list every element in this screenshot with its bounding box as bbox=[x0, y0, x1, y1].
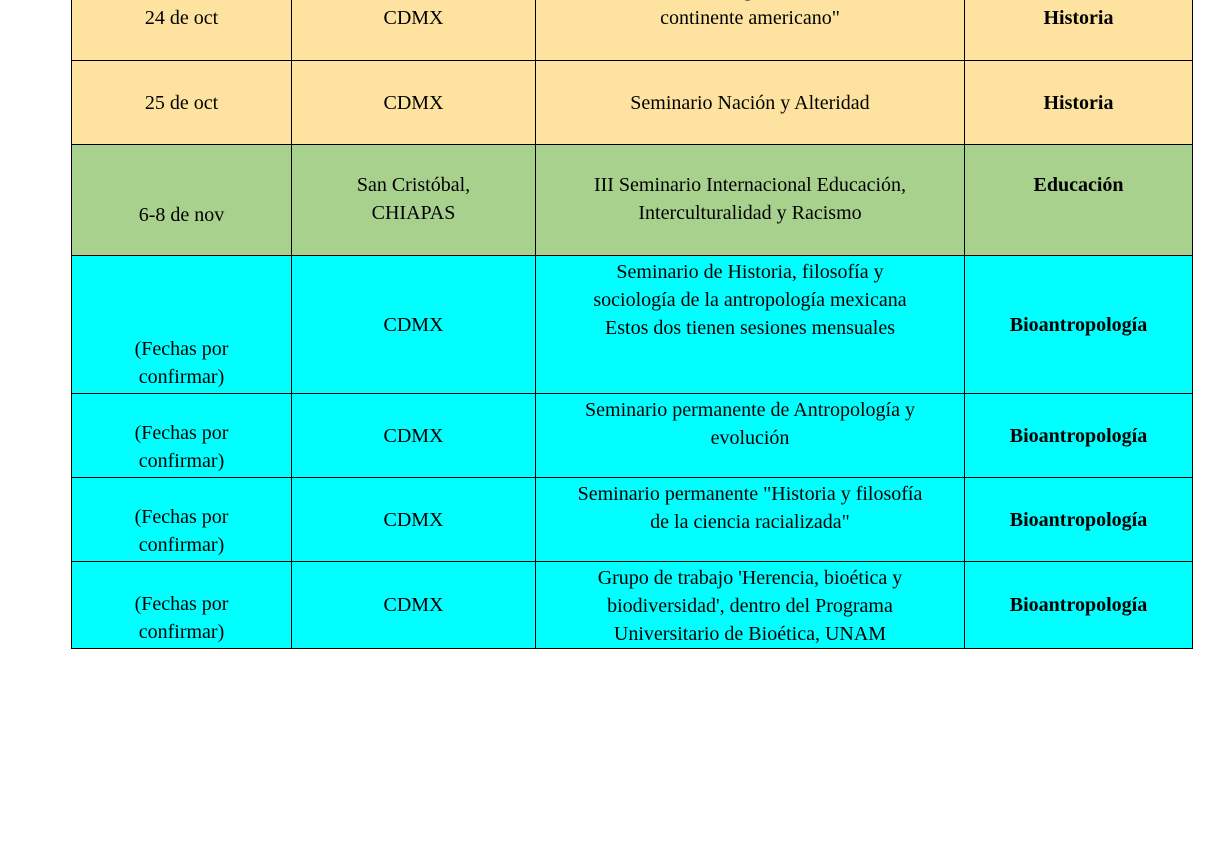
table-row bbox=[72, 562, 1193, 649]
event-date: (Fechas por confirmar) bbox=[72, 394, 292, 478]
event-location: CDMX bbox=[292, 256, 536, 394]
event-location: CDMX bbox=[292, 478, 536, 562]
event-title: Seminario permanente "Historia y filosofía de la ciencia racializada" bbox=[536, 478, 965, 562]
event-date: (Fechas por confirmar) bbox=[72, 562, 292, 649]
table-row bbox=[72, 256, 1193, 394]
event-location: San Cristóbal, CHIAPAS bbox=[292, 145, 536, 256]
event-area: Bioantropología bbox=[965, 478, 1193, 562]
events-table bbox=[71, 0, 1193, 649]
event-area: Historia bbox=[965, 61, 1193, 145]
event-area: Educación bbox=[965, 145, 1193, 256]
table-row bbox=[72, 394, 1193, 478]
event-title: Seminario Nación y Alteridad bbox=[536, 61, 965, 145]
event-area: Bioantropología bbox=[965, 394, 1193, 478]
event-date: (Fechas por confirmar) bbox=[72, 478, 292, 562]
event-location: CDMX bbox=[292, 562, 536, 649]
event-title: continente americano" bbox=[536, 0, 965, 61]
event-location: CDMX bbox=[292, 0, 536, 61]
event-date: 24 de oct bbox=[72, 0, 292, 61]
event-date: (Fechas por confirmar) bbox=[72, 256, 292, 394]
table-row bbox=[72, 145, 1193, 256]
event-area: Bioantropología bbox=[965, 562, 1193, 649]
event-area: Bioantropología bbox=[965, 256, 1193, 394]
event-title: Seminario de Historia, filosofía y sociología de la antropología mexicana Estos dos tienen sesiones mensuales bbox=[536, 256, 965, 394]
table-row bbox=[72, 0, 1193, 61]
events-table-container bbox=[71, 0, 1192, 649]
event-title: Grupo de trabajo 'Herencia, bioética y biodiversidad', dentro del Programa Universitario de Bioética, UNAM bbox=[536, 562, 965, 649]
event-location: CDMX bbox=[292, 61, 536, 145]
event-date: 25 de oct bbox=[72, 61, 292, 145]
event-title: Seminario permanente de Antropología y evolución bbox=[536, 394, 965, 478]
event-area: Historia bbox=[965, 0, 1193, 61]
event-location: CDMX bbox=[292, 394, 536, 478]
table-row bbox=[72, 478, 1193, 562]
table-row bbox=[72, 61, 1193, 145]
event-date: 6-8 de nov bbox=[72, 145, 292, 256]
event-title: III Seminario Internacional Educación, Interculturalidad y Racismo bbox=[536, 145, 965, 256]
